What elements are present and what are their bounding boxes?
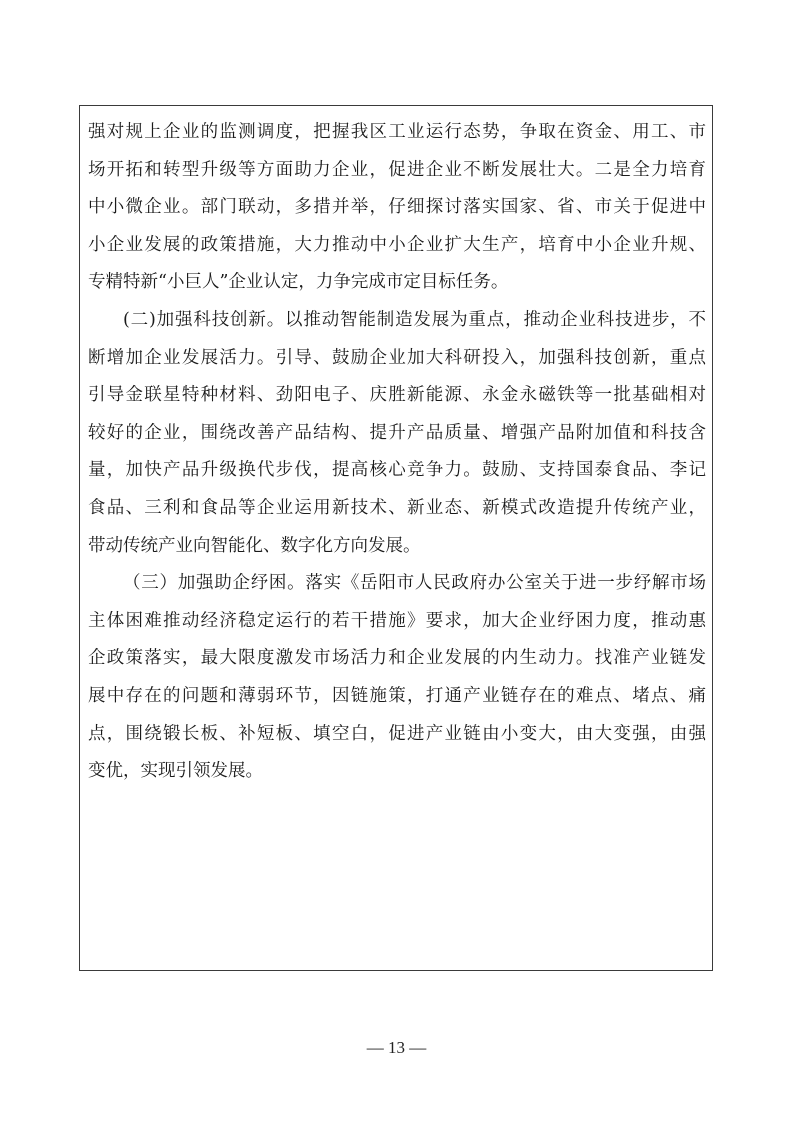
document-body bbox=[88, 114, 706, 791]
text-line: 小企业发展的政策措施，大力推动中小企业扩大生产，培育中小企业升规、 bbox=[88, 234, 706, 255]
text-line: 主体困难推动经济稳定运行的若干措施》要求，加大企业纾困力度，推动惠 bbox=[88, 610, 706, 631]
text-line: 引导金联星特种材料、劲阳电子、庆胜新能源、永金永磁铁等一批基础相对 bbox=[88, 385, 706, 406]
paragraph-heading-line: （三）加强助企纾困。落实《岳阳市人民政府办公室关于进一步纾解市场 bbox=[123, 573, 706, 594]
text-line: 企政策落实，最大限度激发市场活力和企业发展的内生动力。找准产业链发 bbox=[88, 648, 706, 669]
text-line: 专精特新“小巨人”企业认定，力争完成市定目标任务。 bbox=[88, 272, 509, 293]
page-number: — 13 — bbox=[366, 1038, 427, 1057]
text-line: 量，加快产品升级换代步伐，提高核心竞争力。鼓励、支持国泰食品、李记 bbox=[88, 460, 706, 481]
text-line: 点，围绕锻长板、补短板、填空白，促进产业链由小变大，由大变强，由强 bbox=[88, 723, 706, 744]
paragraph-heading-line: (二)加强科技创新。以推动智能制造发展为重点，推动企业科技进步，不 bbox=[123, 309, 706, 330]
text-line: 强对规上企业的监测调度，把握我区工业运行态势，争取在资金、用工、市 bbox=[88, 122, 706, 142]
text-line: 较好的企业，围绕改善产品结构、提升产品质量、增强产品附加值和科技含 bbox=[88, 422, 706, 443]
text-line: 场开拓和转型升级等方面助力企业，促进企业不断发展壮大。二是全力培育 bbox=[88, 159, 706, 180]
text-line: 食品、三利和食品等企业运用新技术、新业态、新模式改造提升传统产业， bbox=[88, 497, 706, 518]
text-line: 展中存在的问题和薄弱环节，因链施策，打通产业链存在的难点、堵点、痛 bbox=[88, 685, 706, 706]
text-line: 断增加企业发展活力。引导、鼓励企业加大科研投入，加强科技创新，重点 bbox=[88, 347, 706, 368]
text-box-frame bbox=[79, 105, 713, 971]
text-line: 中小微企业。部门联动，多措并举，仔细探讨落实国家、省、市关于促进中 bbox=[88, 197, 706, 218]
text-line: 变优，实现引领发展。 bbox=[88, 761, 263, 782]
text-line: 带动传统产业向智能化、数字化方向发展。 bbox=[88, 535, 421, 556]
